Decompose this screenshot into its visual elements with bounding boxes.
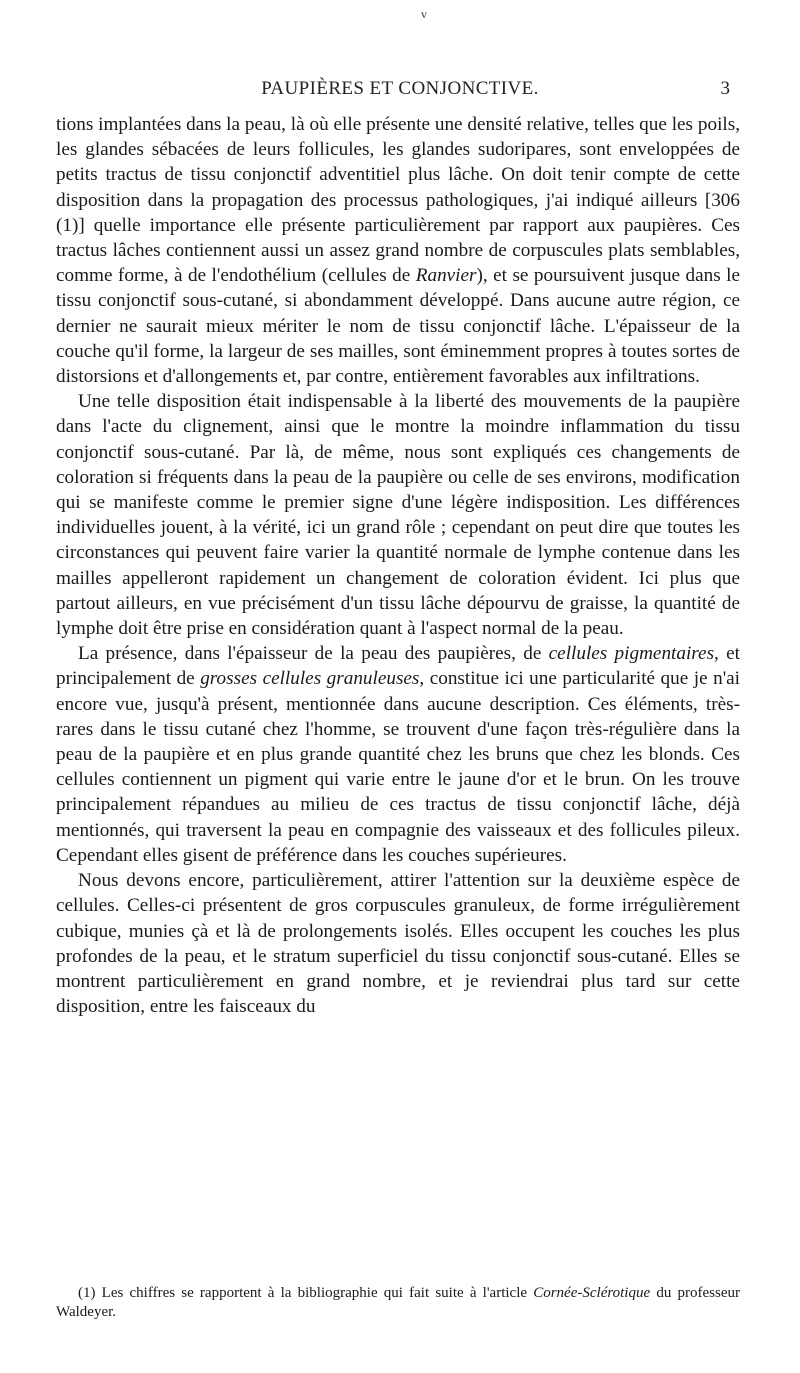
footnote-author: du professeur Waldeyer. bbox=[56, 1285, 740, 1320]
paragraph-4: Nous devons encore, particulièrement, attirer l'attention sur la deuxième espèce de cellules. Celles-ci présentent de gros corpuscules granuleux, de forme irrégulièrement cubique, munies çà et là de prolongements isolés. Elles occupent les couches les plus profondes de la peau, et le stratum superficiel du tissu conjonctif sous-cutané. Elles se montrent particulièrement en grand nombre, et je reviendrai plus tard sur cette disposition, entre les faisceaux du bbox=[56, 870, 740, 1018]
paragraph-1-text: tions implantées dans la peau, là où elle présente une densité relative, telles que les poils, les glandes sébacées de leurs follicules, les glandes sudoripares, sont enveloppées de petits tractus de tissu conjonctif adventitiel plus lâche. On doit tenir compte de cette disposition dans la propagation des processus pathologiques, j'ai indiqué ailleurs [306 (1)] quelle importance elle présente particulièrement par rapport aux paupières. Ces tractus lâches contiennent aussi un assez grand nombre de corpuscules plats semblables, comme forme, à de l'endothélium (cellules de bbox=[56, 114, 740, 287]
paragraph-1-continuation: ), et se poursuivent jusque dans le tissu conjonctif sous-cutané, si abondamment développé. Dans aucune autre région, ce dernier ne saurait mieux mériter le nom de tissu conjonctif lâche. L'épaisseur de la couche qu'il forme, la largeur de ses mailles, sont éminemment propres à toutes sortes de distorsions et d'allongements et, par contre, entièrement favorables aux infiltrations. bbox=[56, 265, 740, 388]
paragraph-3-rest: , constitue ici une particularité que je n'ai encore vue, jusqu'à présent, mentionnée dans aucune description. Ces éléments, très-rares dans le tissu cutané chez l'homme, se trouvent d'une façon très-régulière dans la peau de la paupière et en plus grande quantité chez les bruns que chez les blonds. Ces cellules contiennent un pigment qui varie entre le jaune d'or et le brun. On les trouve principalement répandues au milieu de ces tractus de tissu conjonctif lâche, déjà mentionnés, qui traversent la peau en compagnie des vaisseaux et des follicules pileux. Cependant elles gisent de préférence dans les couches supérieures. bbox=[56, 668, 740, 866]
running-title: PAUPIÈRES ET CONJONCTIVE. bbox=[261, 78, 539, 99]
granular-cells-italic: grosses cellules granuleuses bbox=[200, 668, 420, 690]
top-mark: v bbox=[421, 7, 427, 21]
page-header bbox=[0, 78, 800, 106]
body-text bbox=[56, 112, 740, 1019]
footnote-text: (1) Les chiffres se rapportent à la bibliographie qui fait suite à l'article bbox=[78, 1285, 534, 1301]
page-number: 3 bbox=[720, 78, 730, 99]
pigment-cells-italic: cellules pigmentaires bbox=[548, 643, 715, 665]
paragraph-2: Une telle disposition était indispensable à la liberté des mouvements de la paupière dans l'acte du clignement, ainsi que le montre la moindre inflammation du tissu conjonctif sous-cutané. Par là, de même, nous sont expliqués ces changements de coloration si fréquents dans la peau de la paupière ou celle de ses environs, modification qui se manifeste comme le premier signe d'une légère indisposition. Les différences individuelles jouent, à la vérité, ici un grand rôle ; cependant on peut dire que toutes les circonstances qui peuvent faire varier la quantité normale de lymphe contenue dans les mailles appelleront rapidement un changement de coloration évident. Ici plus que partout ailleurs, en vue précisément d'un tissu lâche dépourvu de graisse, la quantité de lymphe doit être prise en considération quant à l'aspect normal de la peau. bbox=[56, 391, 740, 640]
paragraph-3-mid: , et principalement de bbox=[56, 643, 740, 690]
paragraph-3 bbox=[56, 641, 740, 868]
footnote bbox=[56, 1284, 740, 1322]
ranvier-italic: Ranvier bbox=[415, 265, 477, 287]
paragraph-3-intro: La présence, dans l'épaisseur de la peau des paupières, de bbox=[78, 643, 549, 665]
paragraph-1 bbox=[56, 112, 740, 389]
footnote-article-italic: Cornée-Sclérotique bbox=[533, 1285, 651, 1301]
